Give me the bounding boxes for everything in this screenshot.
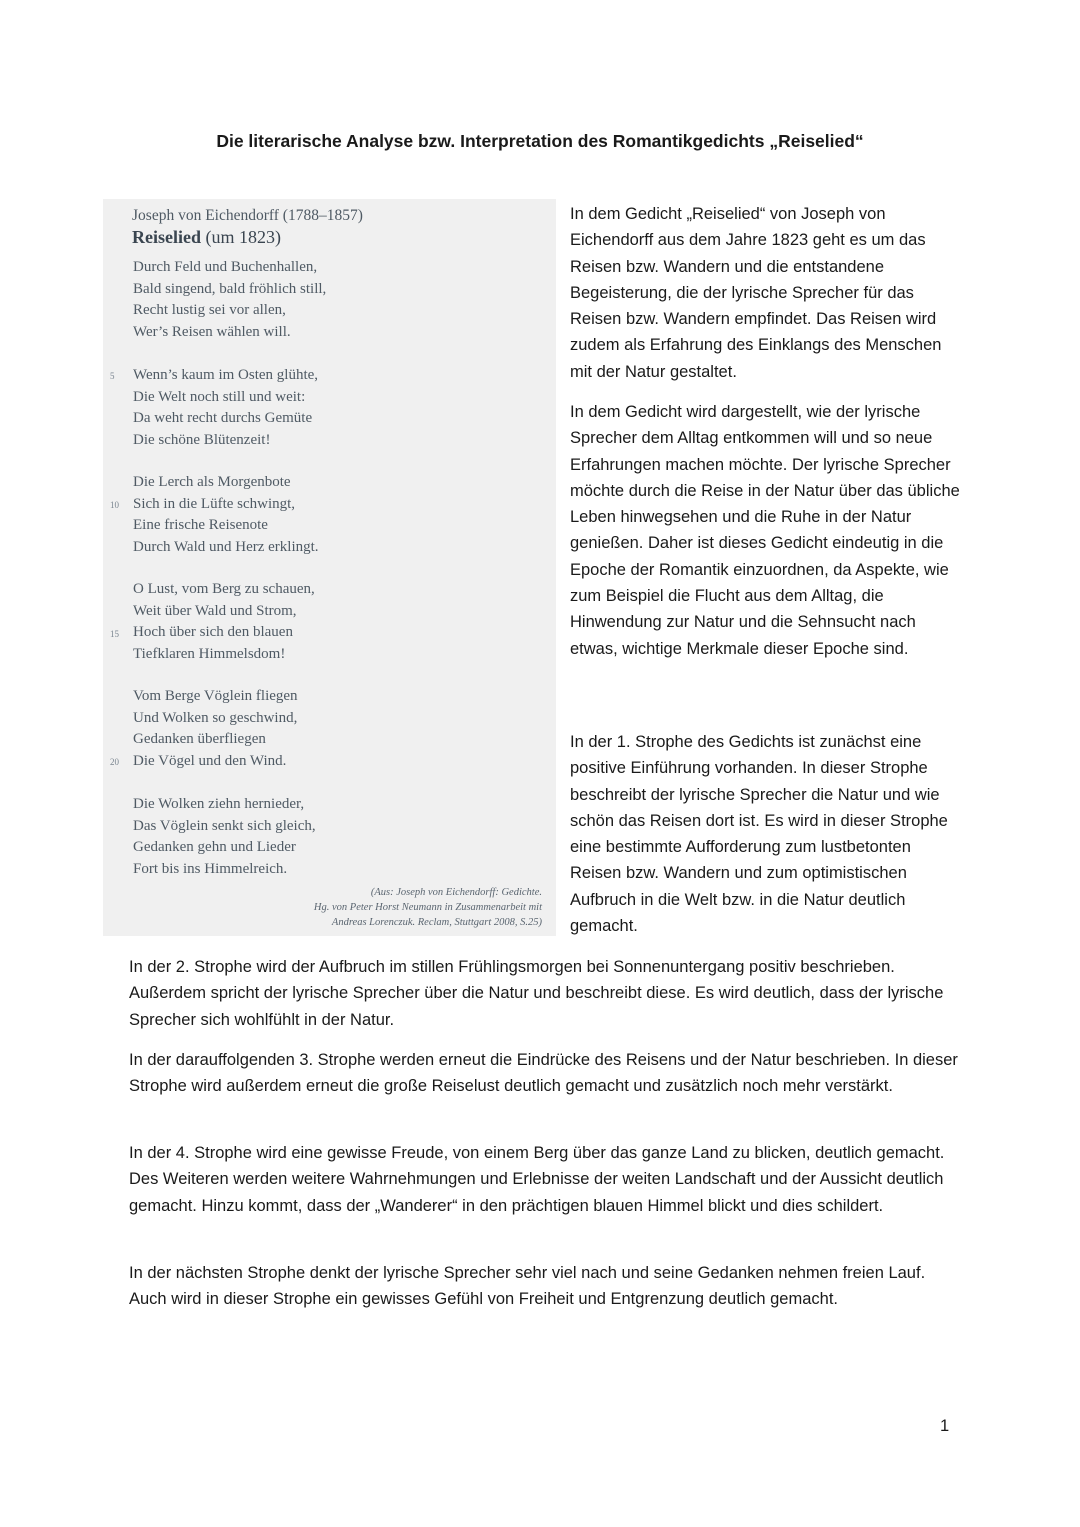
poem-line: Gedanken überfliegen: [133, 731, 266, 747]
poem-line: Durch Wald und Herz erklingt.: [133, 538, 319, 555]
poem-year: (um 1823): [205, 227, 281, 247]
poem-line: Die Lerch als Morgenbote: [133, 474, 291, 490]
poem-line: Die Welt noch still und weit:: [133, 388, 306, 405]
body-paragraph: In der darauffolgenden 3. Strophe werden erneut die Eindrücke des Reisens und der Natur beschrieben. In dieser Strophe wird außerdem erneut die große Reiselust deutlich gemacht und zusätzlich noch mehr verstärkt.: [129, 1051, 958, 1096]
poem-stanza-1: [133, 257, 326, 343]
page-number: 1: [940, 1417, 950, 1435]
poem-line: Das Vöglein senkt sich gleich,: [133, 817, 316, 834]
poem-title-text: Reiselied: [132, 227, 201, 247]
poem-line: Die Wolken ziehn hernieder,: [133, 796, 305, 812]
source-line: (Aus: Joseph von Eichendorff: Gedichte.: [370, 887, 542, 898]
poem-stanza-3: [133, 472, 319, 558]
poem-source-citation: [314, 885, 542, 930]
poem-line: Fort bis ins Himmelreich.: [133, 860, 288, 877]
poem-line-number: 20: [110, 757, 119, 767]
poem-line: Die Vögel und den Wind.: [133, 752, 287, 769]
poem-stanza-6: [133, 794, 316, 880]
body-paragraph: In der 2. Strophe wird der Aufbruch im stillen Frühlingsmorgen bei Sonnenuntergang positiv beschrieben. Außerdem spricht der lyrische Sprecher über die Natur und beschreibt diese. Es wird deutlich, dass der lyrische Sprecher sich wohlfühlt in der Natur.: [129, 958, 944, 1029]
poem-line-number: 5: [110, 371, 115, 381]
poem-line: Sich in die Lüfte schwingt,: [133, 495, 296, 512]
poem-line: Recht lustig sei vor allen,: [133, 302, 286, 318]
poem-line-number: 15: [110, 629, 119, 639]
poem-line: Wenn’s kaum im Osten glühte,: [133, 367, 319, 383]
side-paragraph: In dem Gedicht „Reiselied“ von Joseph von Eichendorff aus dem Jahre 1823 geht es um das Reisen bzw. Wandern und die entstandene Begeisterung, die der lyrische Sprecher für das Reisen bzw. Wandern empfindet. Das Reisen wird zudem als Erfahrung des Einklangs des Menschen mit der Natur gestaltet.: [570, 205, 942, 381]
poem-line: Gedanken gehn und Lieder: [133, 839, 296, 855]
poem-line: Vom Berge Vöglein fliegen: [133, 688, 298, 704]
source-line: Andreas Lorenczuk. Reclam, Stuttgart 2008, S.25): [331, 917, 542, 928]
poem-image: [103, 199, 556, 936]
poem-line: Die schöne Blütenzeit!: [133, 431, 271, 448]
document-title: Die literarische Analyse bzw. Interpretation des Romantikgedichts „Reiselied“: [216, 131, 864, 151]
poem-line: Bald singend, bald fröhlich still,: [133, 280, 327, 297]
poem-line-number: 10: [110, 500, 119, 510]
poem-line: O Lust, vom Berg zu schauen,: [133, 581, 315, 597]
poem-stanza-4: [133, 579, 315, 665]
body-paragraph: In der nächsten Strophe denkt der lyrische Sprecher sehr viel nach und seine Gedanken nehmen freien Lauf. Auch wird in dieser Strophe ein gewisses Gefühl von Freiheit und Entgrenzung deutlich gemacht.: [129, 1264, 926, 1309]
poem-author: Joseph von Eichendorff (1788–1857): [132, 207, 363, 224]
poem-line: Weit über Wald und Strom,: [133, 602, 297, 619]
poem-line: Und Wolken so geschwind,: [133, 709, 298, 726]
side-paragraph: In der 1. Strophe des Gedichts ist zunächst eine positive Einführung vorhanden. In dieser Strophe beschreibt der lyrische Sprecher die Natur und wie schön das Reisen dort ist. Es wird in dieser Strophe eine bestimmte Aufforderung zum lustbetonten Reisen bzw. Wandern und zum optimistischen Aufbruch in die Welt bzw. in die Natur deutlich gemacht.: [570, 733, 948, 936]
poem-line: Wer’s Reisen wählen will.: [133, 323, 291, 340]
poem-line: Da weht recht durchs Gemüte: [133, 410, 313, 426]
source-line: Hg. von Peter Horst Neumann in Zusammenarbeit mit: [313, 902, 542, 913]
poem-stanza-2: [133, 365, 318, 451]
side-paragraph: In dem Gedicht wird dargestellt, wie der lyrische Sprecher dem Alltag entkommen will und so neue Erfahrungen machen möchte. Der lyrische Sprecher möchte durch die Reise in der Natur über das übliche Leben hinwegsehen und die Ruhe in der Natur genießen. Daher ist dieses Gedicht eindeutig in die Epoche der Romantik einzuordnen, da Aspekte, wie zum Beispiel die Flucht aus dem Alltag, die Hinwendung zur Natur und die Sehnsucht nach etwas, wichtige Merkmale dieser Epoche sind.: [570, 403, 960, 658]
poem-title: [132, 227, 281, 248]
poem-line: Durch Feld und Buchenhallen,: [133, 259, 318, 275]
poem-line: Hoch über sich den blauen: [133, 624, 293, 640]
body-paragraph: In der 4. Strophe wird eine gewisse Freude, von einem Berg über das ganze Land zu blicken, deutlich gemacht. Des Weiteren werden weitere Wahrnehmungen und Erlebnisse der weiten Landschaft und der Aussicht deutlich gemacht. Hinzu kommt, dass der „Wanderer“ in den prächtigen blauen Himmel blickt und dies schildert.: [129, 1144, 945, 1215]
poem-stanza-5: [133, 686, 298, 772]
poem-line: Eine frische Reisenote: [133, 517, 268, 533]
poem-line: Tiefklaren Himmelsdom!: [133, 645, 286, 662]
